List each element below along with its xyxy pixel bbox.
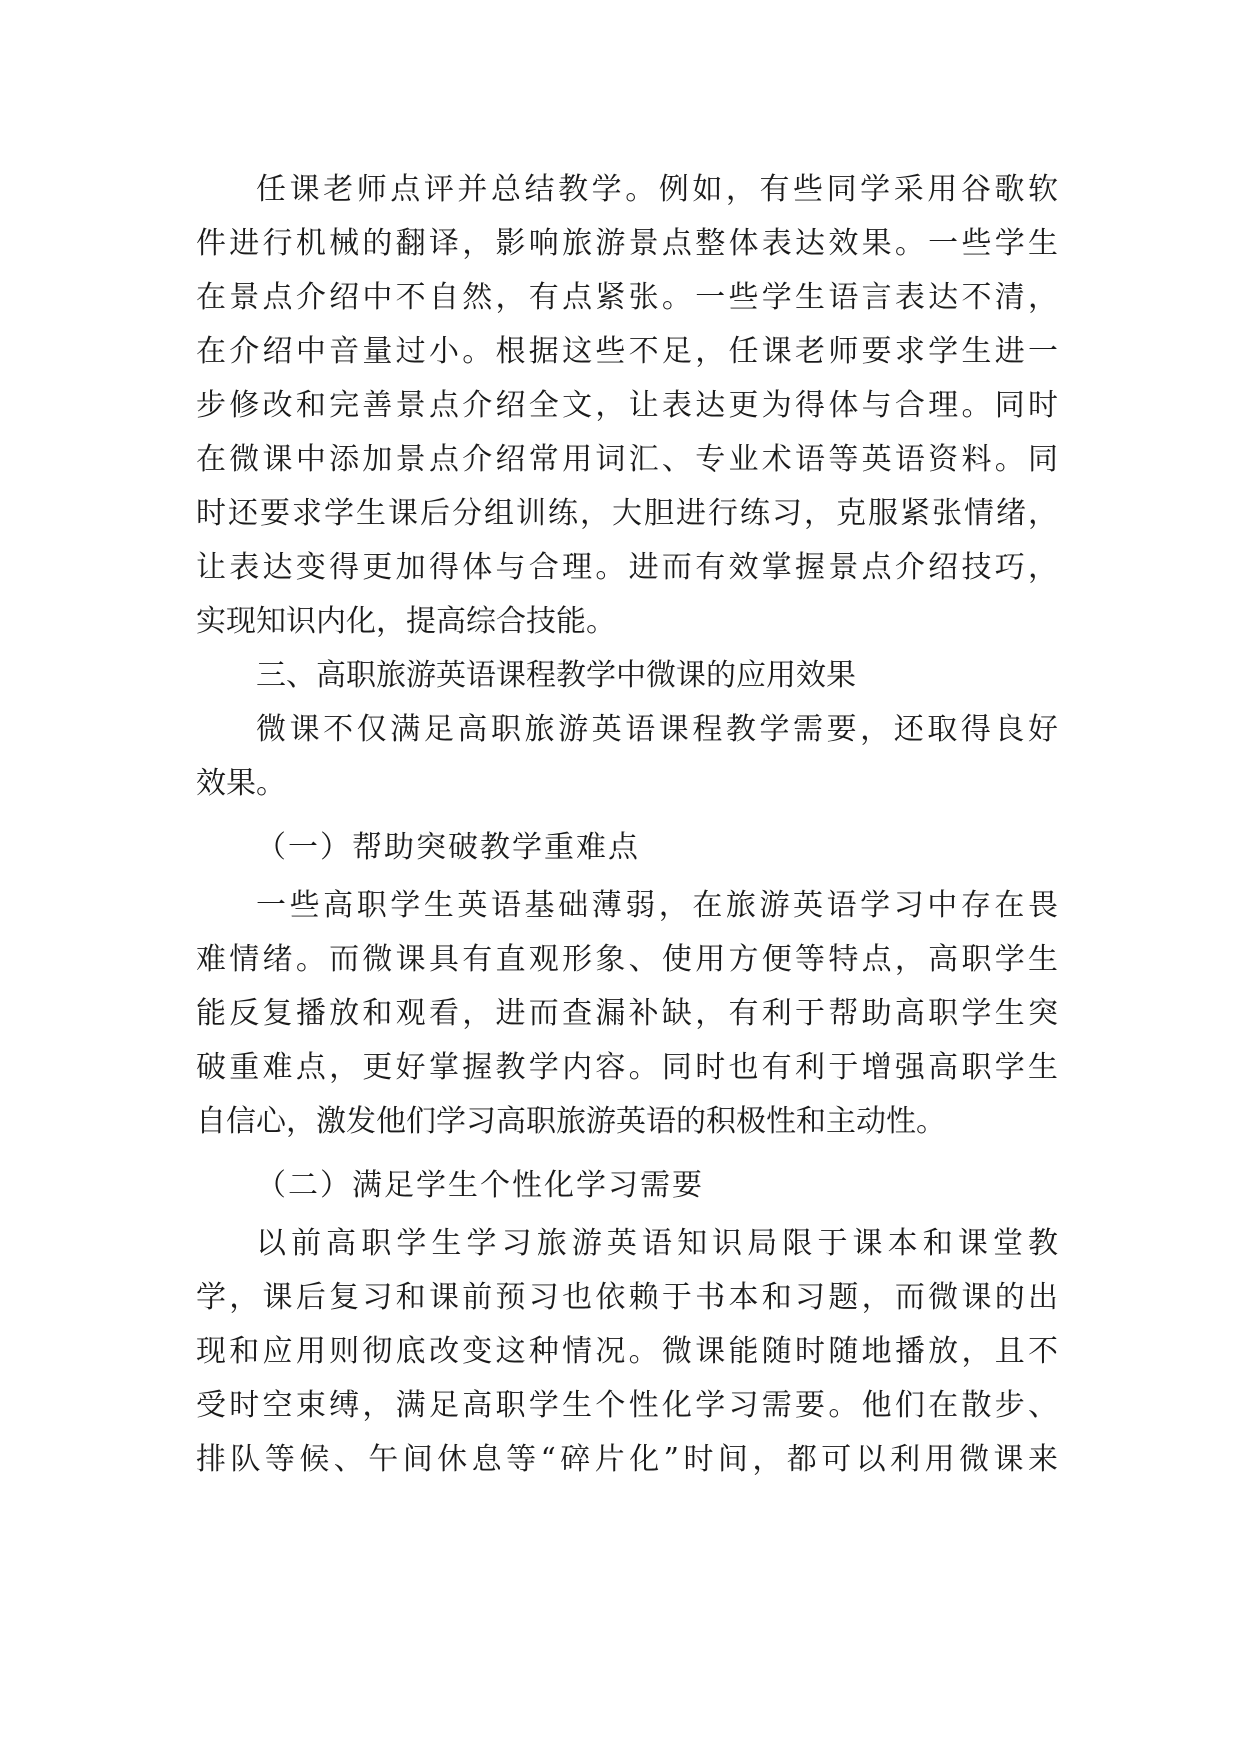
paragraph-line: [0, 1092, 1241, 1152]
heading-text: （二）满足学生个性化学习需要: [256, 1168, 704, 1203]
line-text: 任课老师点评并总结教学。例如，有些同学采用谷歌软: [256, 172, 1058, 207]
line-text: 现和应用则彻底改变这种情况。微课能随时随地播放，且不: [196, 1334, 1058, 1369]
line-text: 学，课后复习和课前预习也依赖于书本和习题，而微课的出: [196, 1280, 1058, 1315]
line-text: 实现知识内化，提高综合技能。: [196, 604, 616, 639]
paragraph-line: [0, 1268, 1241, 1328]
paragraph-line: [0, 322, 1241, 382]
subsection-heading: [0, 818, 1241, 878]
paragraph-line: [0, 484, 1241, 544]
line-text: 件进行机械的翻译，影响旅游景点整体表达效果。一些学生: [196, 226, 1058, 261]
paragraph-line: [0, 538, 1241, 598]
paragraph-line: [0, 876, 1241, 936]
paragraph-line: [0, 984, 1241, 1044]
line-text: 一些高职学生英语基础薄弱，在旅游英语学习中存在畏: [256, 888, 1058, 923]
line-text: 时还要求学生课后分组训练，大胆进行练习，克服紧张情绪，: [196, 496, 1058, 531]
paragraph-line: [0, 214, 1241, 274]
paragraph-line: [0, 1430, 1241, 1490]
paragraph-line: [0, 700, 1241, 760]
line-text: 难情绪。而微课具有直观形象、使用方便等特点，高职学生: [196, 942, 1058, 977]
line-text: 以前高职学生学习旅游英语知识局限于课本和课堂教: [256, 1226, 1058, 1261]
line-text: 排队等候、午间休息等“碎片化”时间，都可以利用微课来: [196, 1442, 1058, 1477]
line-text: 在景点介绍中不自然，有点紧张。一些学生语言表达不清，: [196, 280, 1058, 315]
line-text: 受时空束缚，满足高职学生个性化学习需要。他们在散步、: [196, 1388, 1058, 1423]
line-text: 能反复播放和观看，进而查漏补缺，有利于帮助高职学生突: [196, 996, 1058, 1031]
paragraph-line: [0, 930, 1241, 990]
paragraph-line: [0, 430, 1241, 490]
paragraph-line: [0, 1322, 1241, 1382]
paragraph-line: [0, 268, 1241, 328]
section-heading: [0, 646, 1241, 706]
heading-text: （一）帮助突破教学重难点: [256, 830, 640, 865]
heading-text: 三、高职旅游英语课程教学中微课的应用效果: [256, 658, 856, 693]
line-text: 自信心，激发他们学习高职旅游英语的积极性和主动性。: [196, 1104, 946, 1139]
paragraph-line: [0, 592, 1241, 652]
paragraph-line: [0, 1038, 1241, 1098]
paragraph-line: [0, 1214, 1241, 1274]
line-text: 微课不仅满足高职旅游英语课程教学需要，还取得良好: [256, 712, 1058, 747]
paragraph-line: [0, 160, 1241, 220]
line-text: 破重难点，更好掌握教学内容。同时也有利于增强高职学生: [196, 1050, 1058, 1085]
subsection-heading: [0, 1156, 1241, 1216]
paragraph-line: [0, 754, 1241, 814]
line-text: 让表达变得更加得体与合理。进而有效掌握景点介绍技巧，: [196, 550, 1058, 585]
line-text: 步修改和完善景点介绍全文，让表达更为得体与合理。同时: [196, 388, 1058, 423]
paragraph-line: [0, 1376, 1241, 1436]
line-text: 效果。: [196, 766, 286, 801]
paragraph-line: [0, 376, 1241, 436]
line-text: 在微课中添加景点介绍常用词汇、专业术语等英语资料。同: [196, 442, 1058, 477]
line-text: 在介绍中音量过小。根据这些不足，任课老师要求学生进一: [196, 334, 1058, 369]
